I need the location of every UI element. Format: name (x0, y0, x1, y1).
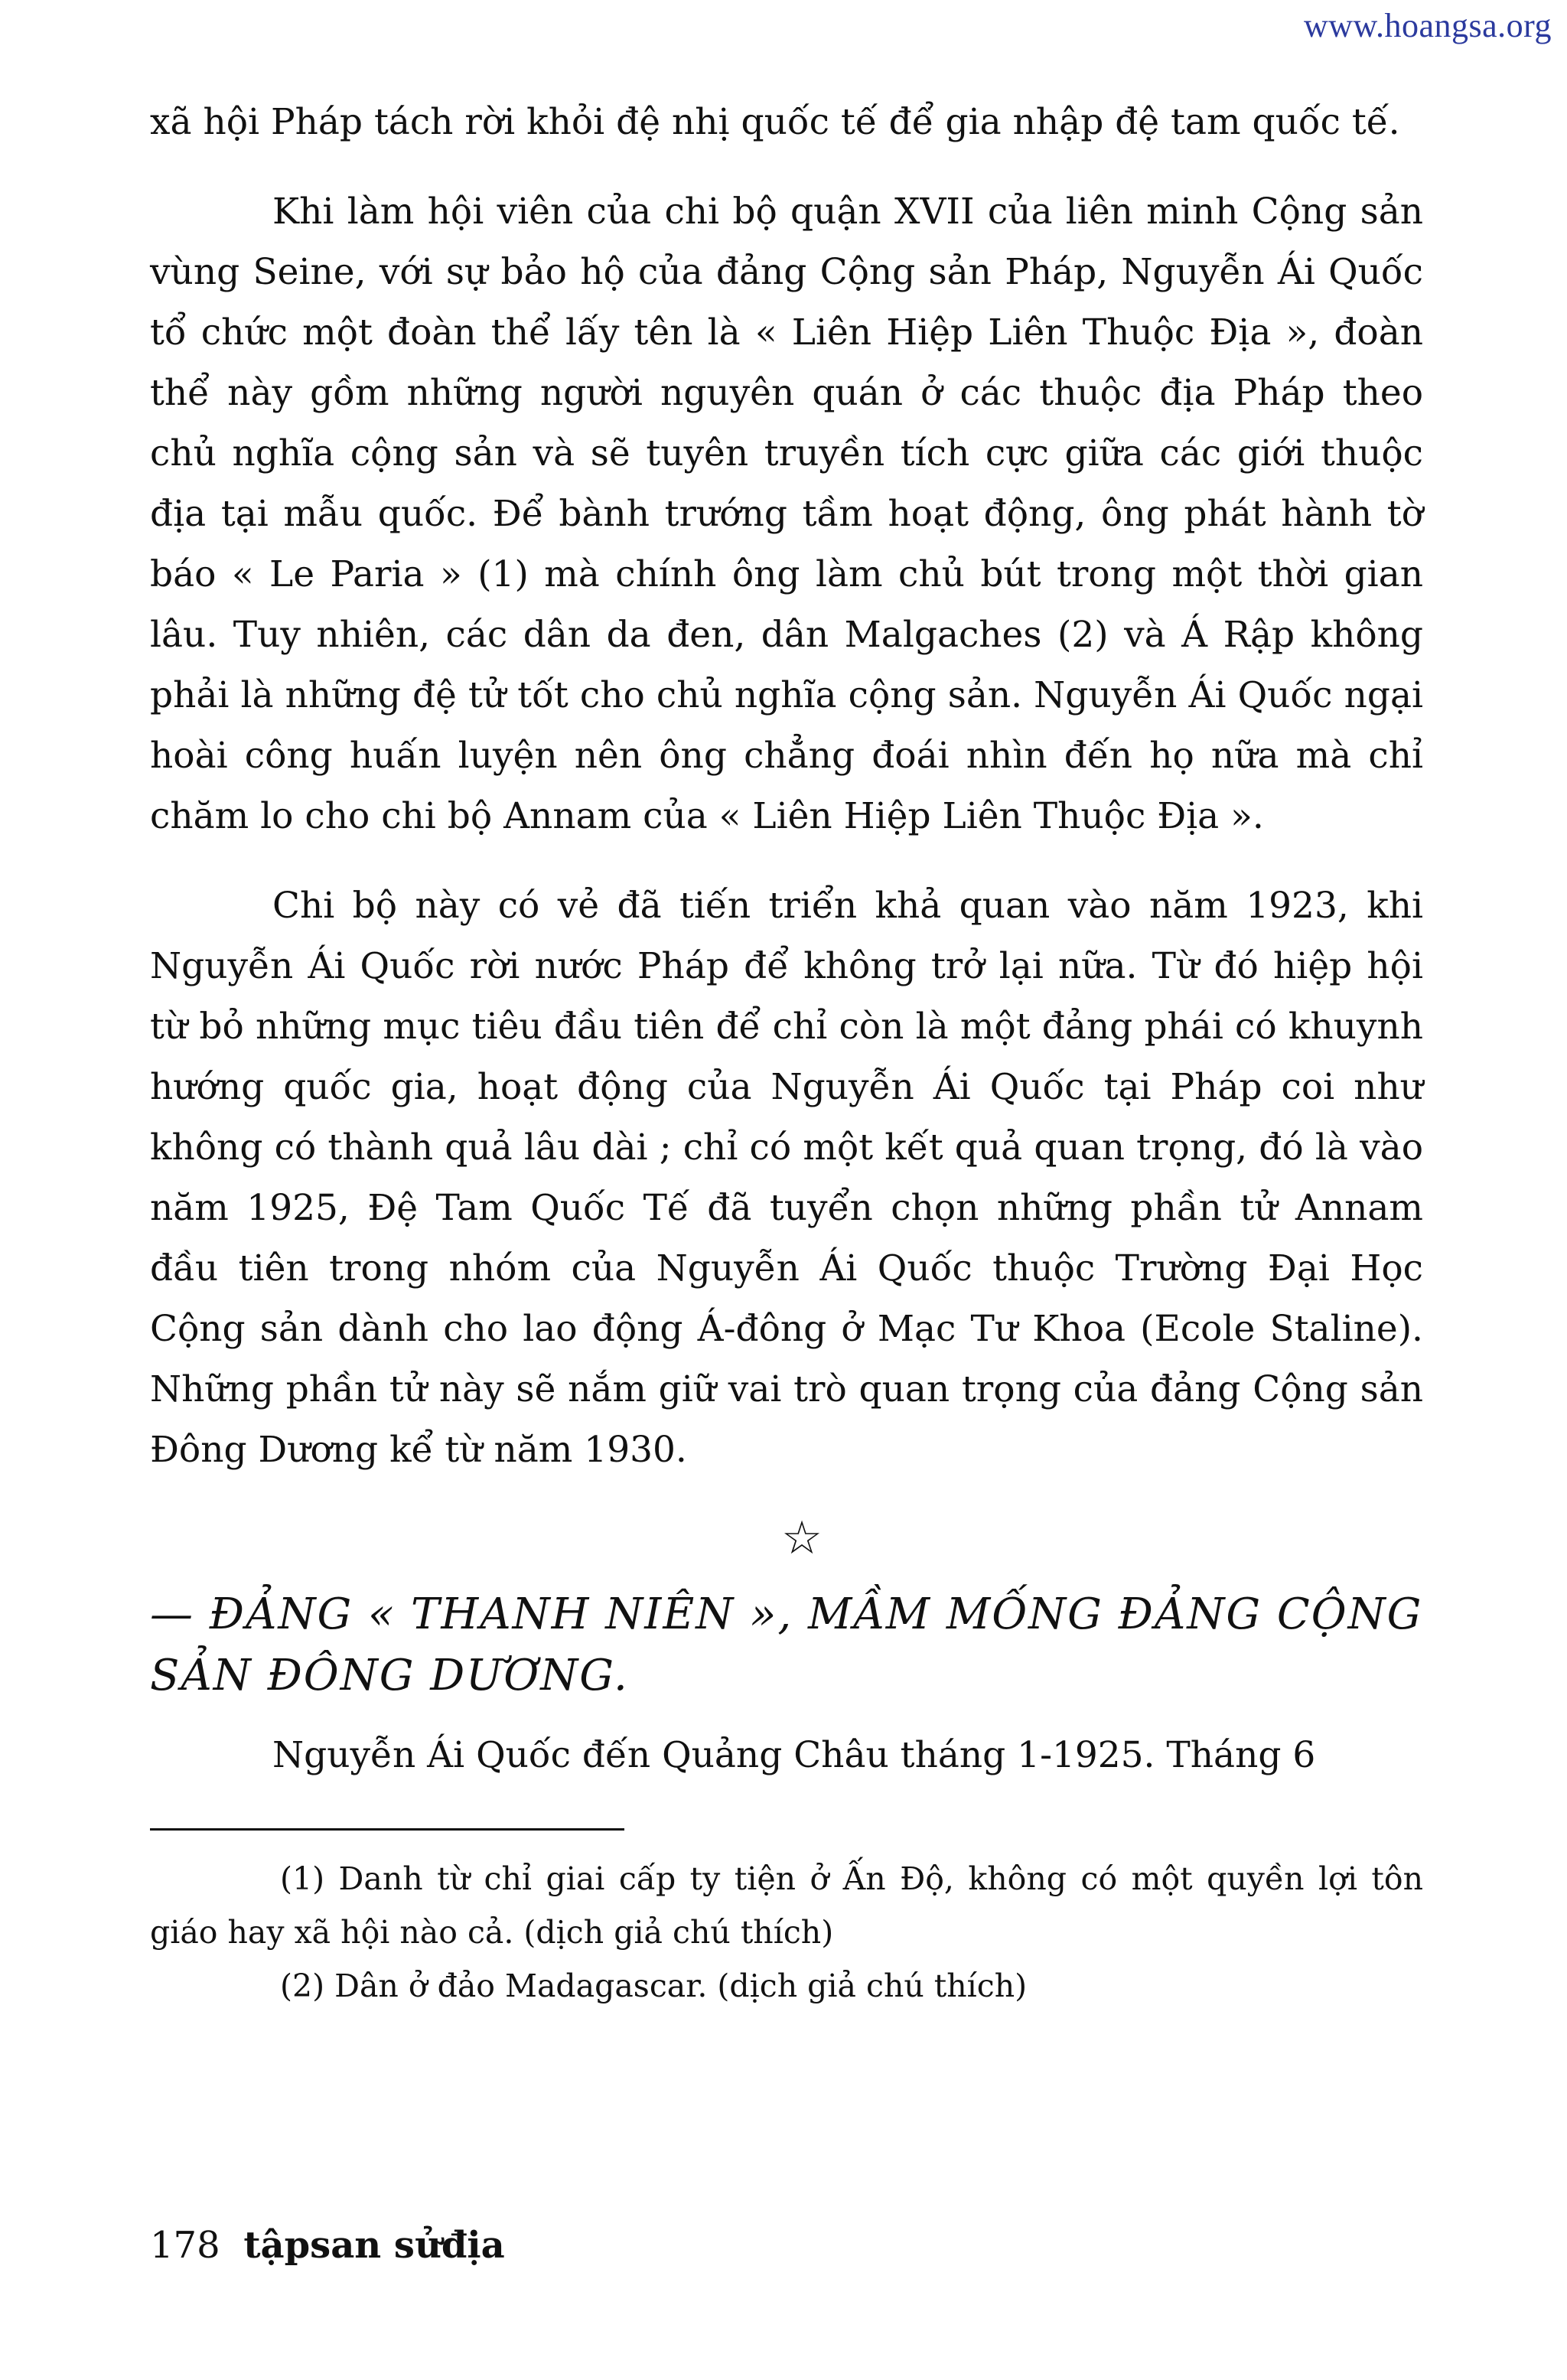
paragraph-2: Khi làm hội viên của chi bộ quận XVII của liên minh Cộng sản vùng Seine, với sự bảo hộ của đảng Cộng sản Pháp, Nguyễn Ái Quốc tổ chức một đoàn thể lấy tên là « Liên Hiệp Liên Thuộc Địa », đoàn thể này gồm những người nguyên quán ở các thuộc địa Pháp theo chủ nghĩa cộng sản và sẽ tuyên truyền tích cực giữa các giới thuộc địa tại mẫu quốc. Để bành trướng tầm hoạt động, ông phát hành tờ báo « Le Paria » (1) mà chính ông làm chủ bút trong một thời gian lâu. Tuy nhiên, các dân da đen, dân Malgaches (2) và Á Rập không phải là những đệ tử tốt cho chủ nghĩa cộng sản. Nguyễn Ái Quốc ngại hoài công huấn luyện nên ông chẳng đoái nhìn đến họ nữa mà chỉ chăm lo cho chi bộ Annam của « Liên Hiệp Liên Thuộc Địa ». (150, 191, 1423, 837)
section-heading: — ĐẢNG « THANH NIÊN », MẦM MỐNG ĐẢNG CỘNG SẢN ĐÔNG DƯƠNG. (150, 1589, 1423, 1700)
page-footer (150, 2224, 505, 2267)
footnote-1: (1) Danh từ chỉ giai cấp ty tiện ở Ấn Độ, không có một quyền lợi tôn giáo hay xã hội nào cả. (dịch giả chú thích) (150, 1860, 1423, 1951)
paragraph-gap (150, 846, 1423, 875)
paragraph-1: xã hội Pháp tách rời khỏi đệ nhị quốc tế để gia nhập đệ tam quốc tế. (150, 101, 1400, 143)
footnote-2: (2) Dân ở đảo Madagascar. (dịch giả chú thích) (280, 1968, 1028, 2004)
page-content (150, 92, 1423, 2013)
paragraph-3: Chi bộ này có vẻ đã tiến triển khả quan vào năm 1923, khi Nguyễn Ái Quốc rời nước Pháp để không trở lại nữa. Từ đó hiệp hội từ bỏ những mục tiêu đầu tiên để chỉ còn là một đảng phái có khuynh hướng quốc gia, hoạt động của Nguyễn Ái Quốc tại Pháp coi như không có thành quả lâu dài ; chỉ có một kết quả quan trọng, đó là vào năm 1925, Đệ Tam Quốc Tế đã tuyển chọn những phần tử Annam đầu tiên trong nhóm của Nguyễn Ái Quốc thuộc Trường Đại Học Cộng sản dành cho lao động Á-đông ở Mạc Tư Khoa (Ecole Staline). Những phần tử này sẽ nắm giữ vai trò quan trọng của đảng Cộng sản Đông Dương kể từ năm 1930. (150, 885, 1423, 1471)
publication-name: tậpsan sửđịa (243, 2224, 505, 2267)
section-first-line: Nguyễn Ái Quốc đến Quảng Châu tháng 1-1925. Tháng 6 (272, 1734, 1316, 1776)
body-text (150, 92, 1423, 1480)
paragraph-gap (150, 152, 1423, 181)
page-number: 178 (150, 2224, 220, 2267)
footnote-rule (150, 1828, 624, 1831)
star-divider-icon: ☆ (781, 1511, 823, 1565)
watermark-url[interactable]: www.hoangsa.org (1303, 7, 1552, 44)
footnotes (150, 1852, 1423, 2013)
